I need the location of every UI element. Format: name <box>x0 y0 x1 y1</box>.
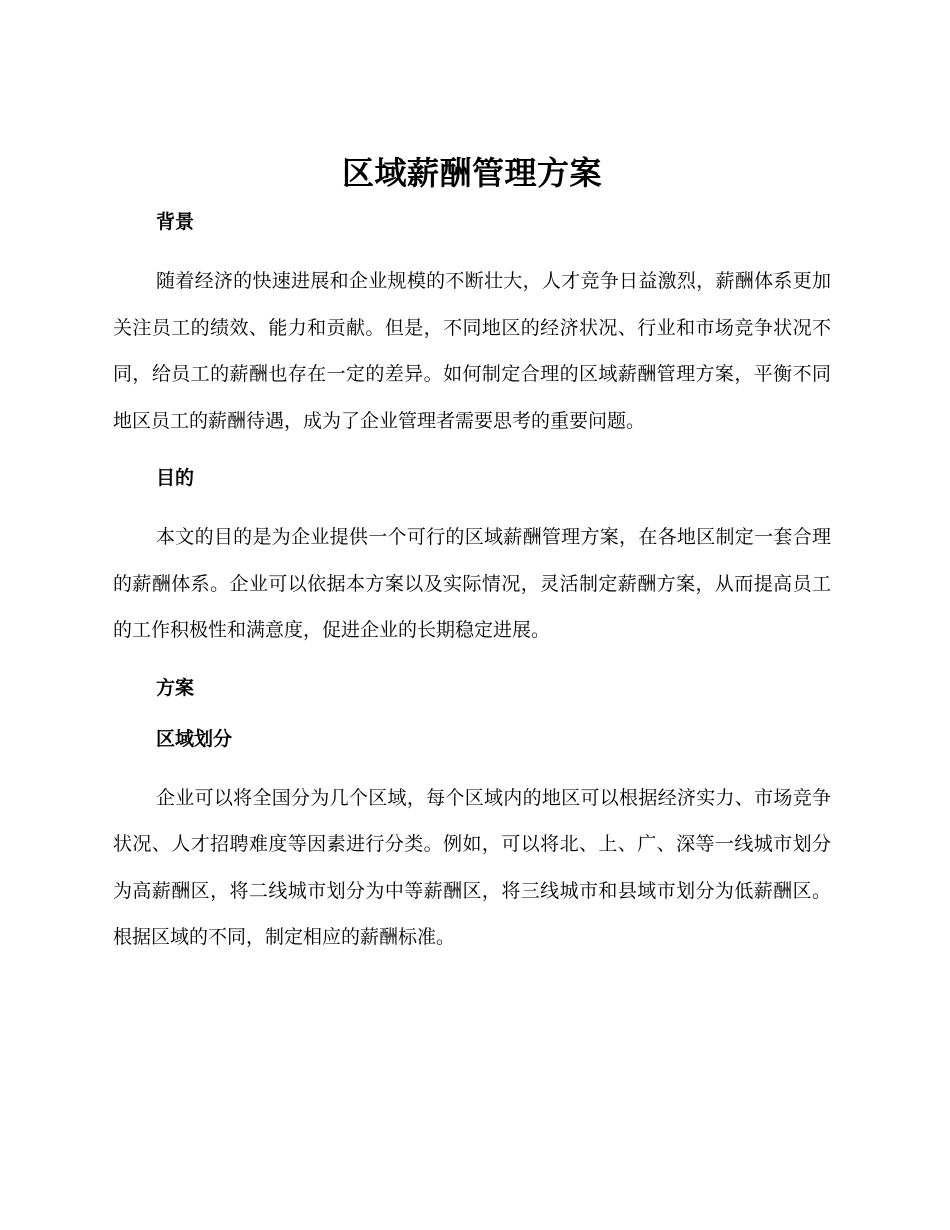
paragraph-region-division: 企业可以将全国分为几个区域，每个区域内的地区可以根据经济实力、市场竞争状况、人才招聘难度等因素进行分类。例如，可以将北、上、广、深等一线城市划分为高薪酬区，将二线城市划分为中等薪酬区，将三线城市和县域市划分为低薪酬区。根据区域的不同，制定相应的薪酬标准。 <box>113 786 831 948</box>
section-heading-goal: 目的 <box>156 467 195 489</box>
document-content <box>113 150 831 961</box>
section-heading-region-division: 区域划分 <box>156 727 233 750</box>
document-title: 区域薪酬管理方案 <box>341 154 602 192</box>
paragraph-goal: 本文的目的是为企业提供一个可行的区域薪酬管理方案，在各地区制定一套合理的薪酬体系。企业可以依据本方案以及实际情况，灵活制定薪酬方案，从而提高员工的工作积极性和满意度，促进企业的长期稳定进展。 <box>113 526 831 641</box>
section-heading-plan: 方案 <box>156 676 195 699</box>
section-heading-background: 背景 <box>156 211 195 233</box>
paragraph-background: 随着经济的快速进展和企业规模的不断壮大，人才竞争日益激烈，薪酬体系更加关注员工的绩效、能力和贡献。但是，不同地区的经济状况、行业和市场竞争状况不同，给员工的薪酬也存在一定的差异。如何制定合理的区域薪酬管理方案，平衡不同地区员工的薪酬待遇，成为了企业管理者需要思考的重要问题。 <box>113 270 831 432</box>
